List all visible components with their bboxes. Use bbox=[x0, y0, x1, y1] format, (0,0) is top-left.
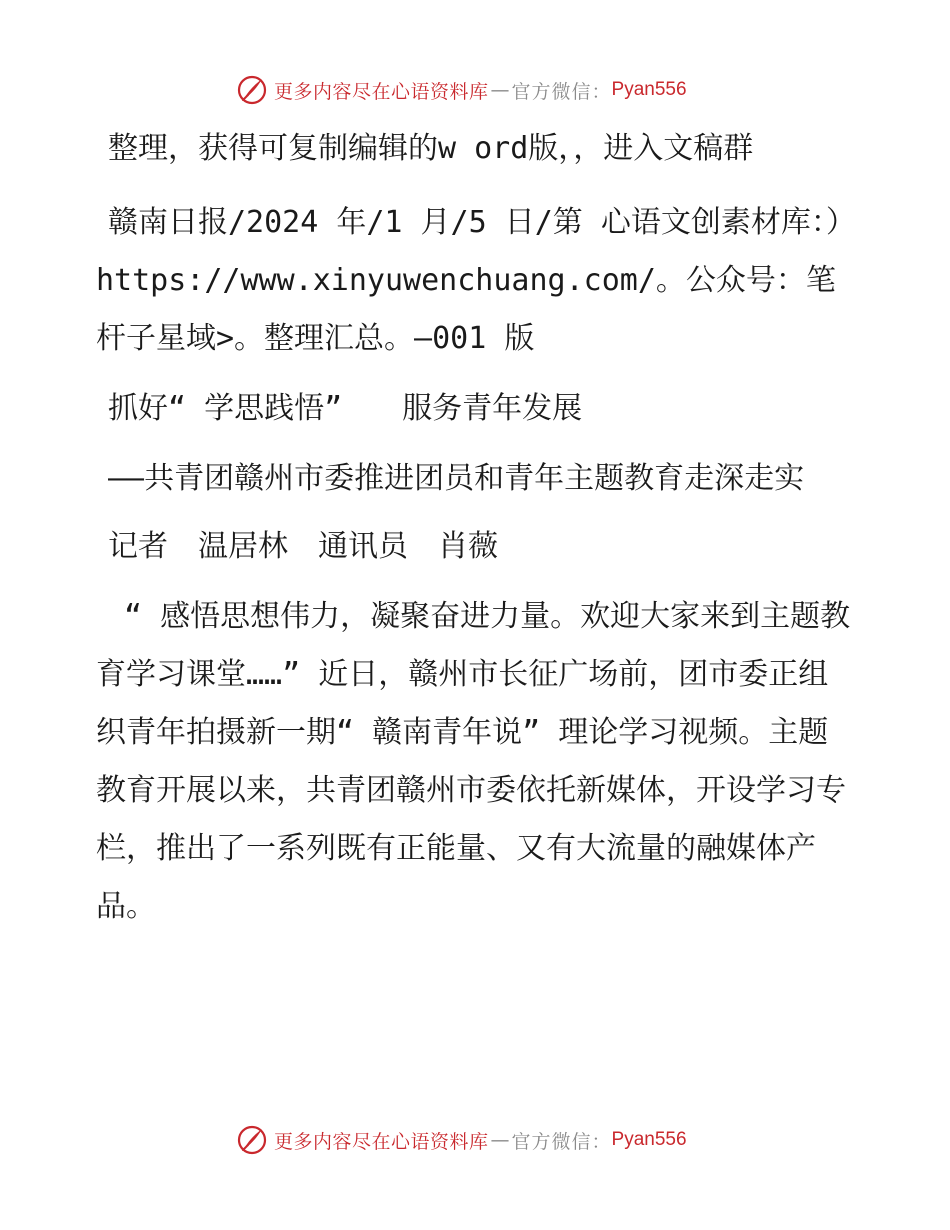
watermark-separator: — bbox=[490, 1129, 510, 1151]
watermark-separator: — bbox=[490, 79, 510, 101]
quill-logo-icon bbox=[236, 74, 268, 106]
source-paragraph: 赣南日报/2024 年/1 月/5 日/第 心语文创素材库：）https://www.xinyuwenchuang.com/。公众号：笔杆子星域>。整理汇总。—001 版 bbox=[96, 205, 856, 356]
watermark-banner-bottom bbox=[236, 1122, 687, 1158]
watermark-account: Pyan556 bbox=[611, 1129, 687, 1150]
article-byline: 记者 温居林 通讯员 肖薇 bbox=[108, 529, 498, 564]
watermark-banner-top bbox=[236, 72, 687, 108]
article-title: 抓好“ 学思践悟” 服务青年发展 bbox=[108, 391, 583, 426]
article-subtitle: ——共青团赣州市委推进团员和青年主题教育走深走实 bbox=[108, 461, 805, 496]
watermark-official-label: 官方微信： bbox=[511, 1130, 612, 1153]
intro-paragraph: 整理，获得可复制编辑的w ord版，，进入文稿群 bbox=[108, 131, 754, 166]
document-body bbox=[96, 120, 856, 936]
quill-logo-icon bbox=[236, 1124, 268, 1156]
watermark-account: Pyan556 bbox=[611, 79, 687, 100]
watermark-text: 更多内容尽在心语资料库 bbox=[274, 80, 489, 103]
article-body-paragraph: “ 感悟思想伟力，凝聚奋进力量。欢迎大家来到主题教育学习课堂……” 近日，赣州市长征广场前，团市委正组织青年拍摄新一期“ 赣南青年说” 理论学习视频。主题教育开展以来，共青团赣州市委依托新媒体，开设学习专栏，推出了一系列既有正能量、又有大流量的融媒体产品。 bbox=[96, 599, 851, 924]
watermark-text: 更多内容尽在心语资料库 bbox=[274, 1130, 489, 1153]
watermark-official-label: 官方微信： bbox=[511, 80, 612, 103]
